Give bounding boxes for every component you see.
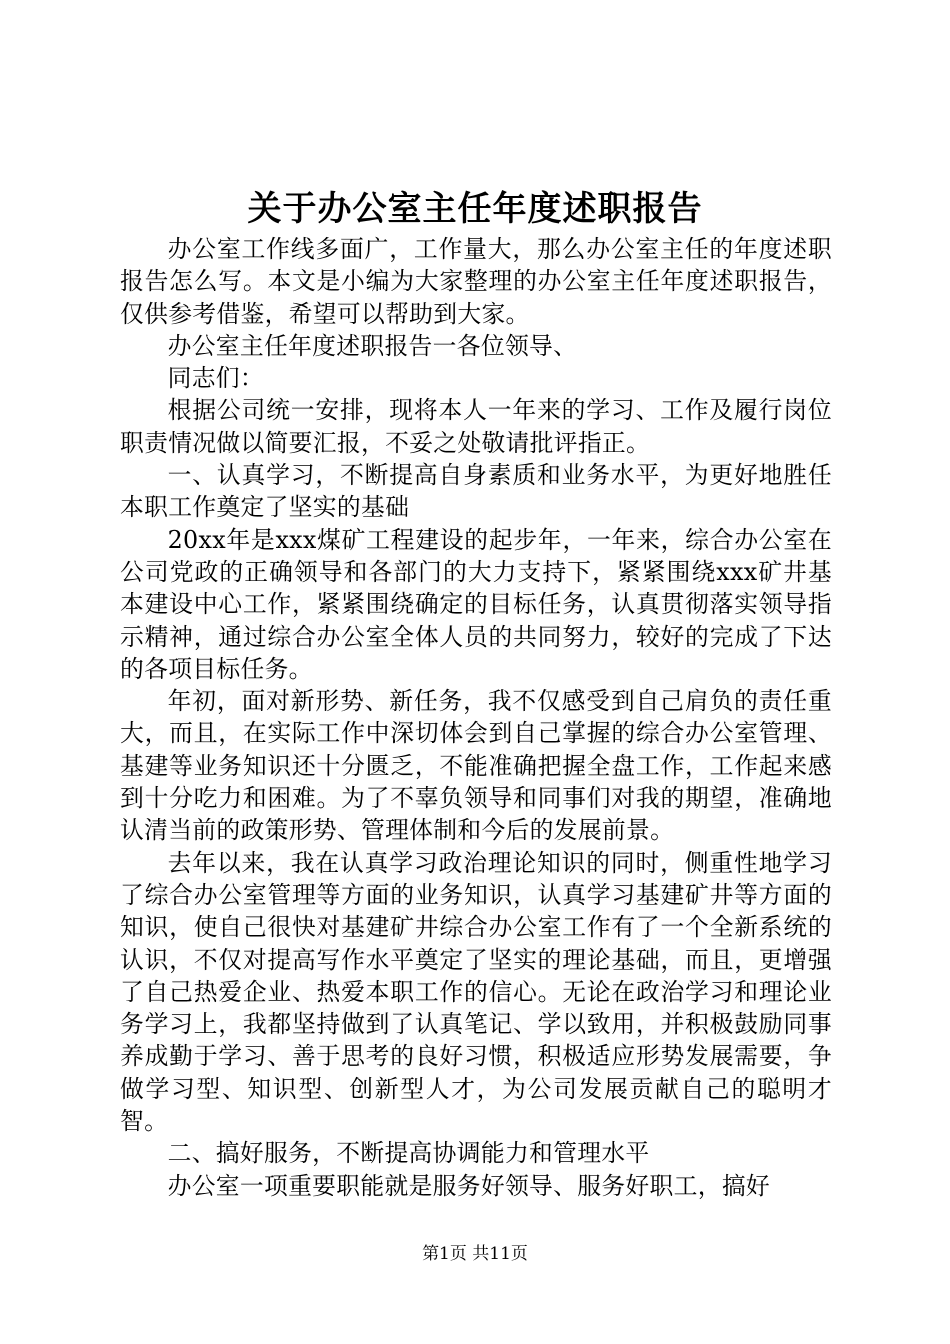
section-heading: 二、搞好服务，不断提高协调能力和管理水平 — [167, 1139, 650, 1168]
page-number-footer: 第1页 共11页 — [422, 1244, 528, 1264]
paragraph: 办公室主任年度述职报告一各位领导、 — [167, 331, 578, 360]
paragraph: 同志们： — [167, 364, 264, 393]
paragraph: 办公室工作线多面广，工作量大，那么办公室主任的年度述职报告怎么写。本文是小编为大家整理的办公室主任年度述职报告，仅供参考借鉴，希望可以帮助到大家。 — [120, 235, 832, 328]
paragraph: 20xx年是xxx煤矿工程建设的起步年，一年来，综合办公室在公司党政的正确领导和各部门的大力支持下，紧紧围绕xxx矿井基本建设中心工作，紧紧围绕确定的目标任务，认真贯彻落实领导指示精神，通过综合办公室全体人员的共同努力，较好的完成了下达的各项目标任务。 — [120, 525, 832, 683]
section-heading: 一、认真学习，不断提高自身素质和业务水平，为更好地胜任本职工作奠定了坚实的基础 — [120, 461, 832, 522]
paragraph: 去年以来，我在认真学习政治理论知识的同时，侧重性地学习了综合办公室管理等方面的业务知识，认真学习基建矿井等方面的知识，使自己很快对基建矿井综合办公室工作有了一个全新系统的认识，不仅对提高写作水平奠定了坚实的理论基础，而且，更增强了自己热爱企业、热爱本职工作的信心。无论在政治学习和理论业务学习上，我都坚持做到了认真笔记、学以致用，并积极鼓励同事养成勤于学习、善于思考的良好习惯，积极适应形势发展需要，争做学习型、知识型、创新型人才，为公司发展贡献自己的聪明才智。 — [120, 848, 832, 1136]
document-title: 关于办公室主任年度述职报告 — [247, 189, 703, 229]
paragraph: 办公室一项重要职能就是服务好领导、服务好职工，搞好 — [167, 1171, 771, 1200]
paragraph: 年初，面对新形势、新任务，我不仅感受到自己肩负的责任重大，而且，在实际工作中深切体会到自己掌握的综合办公室管理、基建等业务知识还十分匮乏，不能准确把握全盘工作，工作起来感到十分吃力和困难。为了不辜负领导和同事们对我的期望，准确地认清当前的政策形势、管理体制和今后的发展前景。 — [120, 687, 832, 845]
document-body — [120, 233, 832, 1202]
paragraph: 根据公司统一安排，现将本人一年来的学习、工作及履行岗位职责情况做以简要汇报，不妥之处敬请批评指正。 — [120, 396, 832, 457]
